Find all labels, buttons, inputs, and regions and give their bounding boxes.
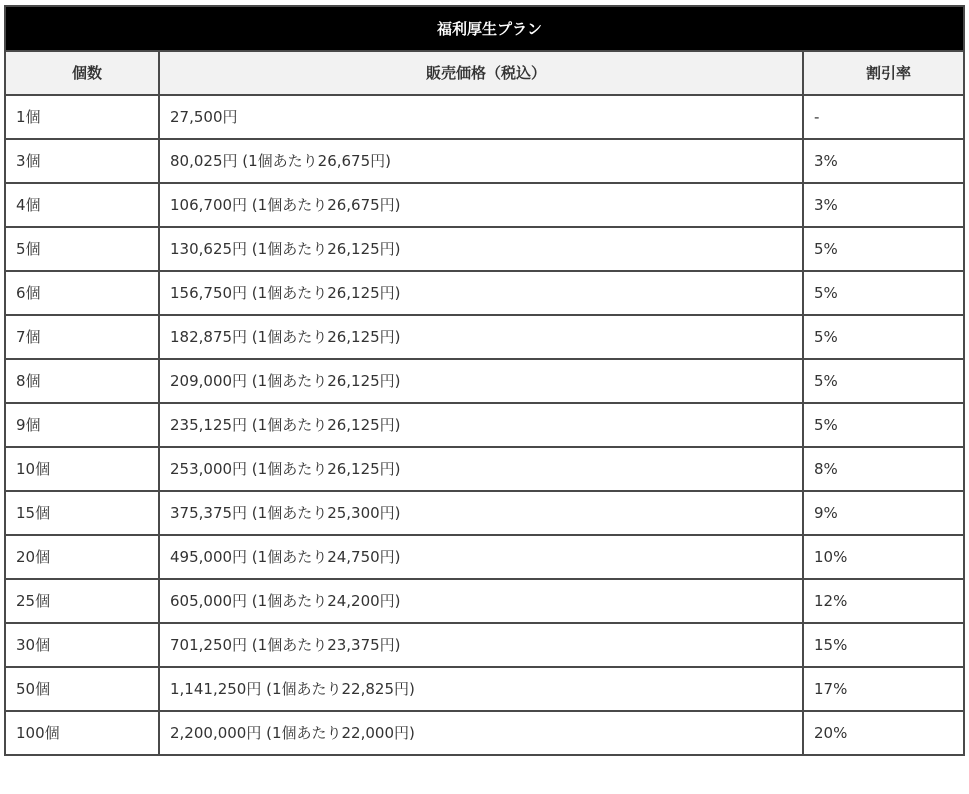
pricing-table-container	[4, 5, 963, 756]
price-cell: 375,375円 (1個あたり25,300円)	[159, 491, 803, 535]
price-cell: 27,500円	[159, 95, 803, 139]
table-row	[5, 711, 964, 755]
quantity-cell: 7個	[5, 315, 159, 359]
table-row	[5, 579, 964, 623]
price-cell: 182,875円 (1個あたり26,125円)	[159, 315, 803, 359]
table-row	[5, 403, 964, 447]
table-body	[5, 95, 964, 755]
quantity-cell: 4個	[5, 183, 159, 227]
price-cell: 2,200,000円 (1個あたり22,000円)	[159, 711, 803, 755]
quantity-cell: 5個	[5, 227, 159, 271]
quantity-cell: 6個	[5, 271, 159, 315]
discount-cell: 5%	[803, 271, 964, 315]
header-discount: 割引率	[803, 51, 964, 95]
discount-cell: 9%	[803, 491, 964, 535]
quantity-cell: 10個	[5, 447, 159, 491]
discount-cell: 17%	[803, 667, 964, 711]
table-row	[5, 359, 964, 403]
quantity-cell: 8個	[5, 359, 159, 403]
header-price: 販売価格（税込）	[159, 51, 803, 95]
price-cell: 605,000円 (1個あたり24,200円)	[159, 579, 803, 623]
price-cell: 253,000円 (1個あたり26,125円)	[159, 447, 803, 491]
table-row	[5, 535, 964, 579]
price-cell: 1,141,250円 (1個あたり22,825円)	[159, 667, 803, 711]
discount-cell: 15%	[803, 623, 964, 667]
discount-cell: 5%	[803, 315, 964, 359]
table-header-row	[5, 51, 964, 95]
discount-cell: 5%	[803, 227, 964, 271]
quantity-cell: 15個	[5, 491, 159, 535]
price-cell: 106,700円 (1個あたり26,675円)	[159, 183, 803, 227]
price-cell: 80,025円 (1個あたり26,675円)	[159, 139, 803, 183]
table-title: 福利厚生プラン	[5, 6, 964, 51]
discount-cell: 5%	[803, 403, 964, 447]
quantity-cell: 25個	[5, 579, 159, 623]
discount-cell: 12%	[803, 579, 964, 623]
pricing-table	[4, 5, 965, 756]
price-cell: 495,000円 (1個あたり24,750円)	[159, 535, 803, 579]
table-row	[5, 95, 964, 139]
header-quantity: 個数	[5, 51, 159, 95]
quantity-cell: 3個	[5, 139, 159, 183]
table-title-row	[5, 6, 964, 51]
table-row	[5, 183, 964, 227]
quantity-cell: 100個	[5, 711, 159, 755]
table-row	[5, 447, 964, 491]
discount-cell: 8%	[803, 447, 964, 491]
table-row	[5, 491, 964, 535]
price-cell: 130,625円 (1個あたり26,125円)	[159, 227, 803, 271]
price-cell: 209,000円 (1個あたり26,125円)	[159, 359, 803, 403]
table-row	[5, 227, 964, 271]
quantity-cell: 30個	[5, 623, 159, 667]
table-row	[5, 623, 964, 667]
table-row	[5, 271, 964, 315]
quantity-cell: 20個	[5, 535, 159, 579]
table-row	[5, 315, 964, 359]
discount-cell: 20%	[803, 711, 964, 755]
table-row	[5, 139, 964, 183]
discount-cell: 3%	[803, 139, 964, 183]
quantity-cell: 1個	[5, 95, 159, 139]
quantity-cell: 50個	[5, 667, 159, 711]
discount-cell: 3%	[803, 183, 964, 227]
quantity-cell: 9個	[5, 403, 159, 447]
discount-cell: 10%	[803, 535, 964, 579]
discount-cell: -	[803, 95, 964, 139]
price-cell: 701,250円 (1個あたり23,375円)	[159, 623, 803, 667]
price-cell: 235,125円 (1個あたり26,125円)	[159, 403, 803, 447]
table-row	[5, 667, 964, 711]
price-cell: 156,750円 (1個あたり26,125円)	[159, 271, 803, 315]
discount-cell: 5%	[803, 359, 964, 403]
